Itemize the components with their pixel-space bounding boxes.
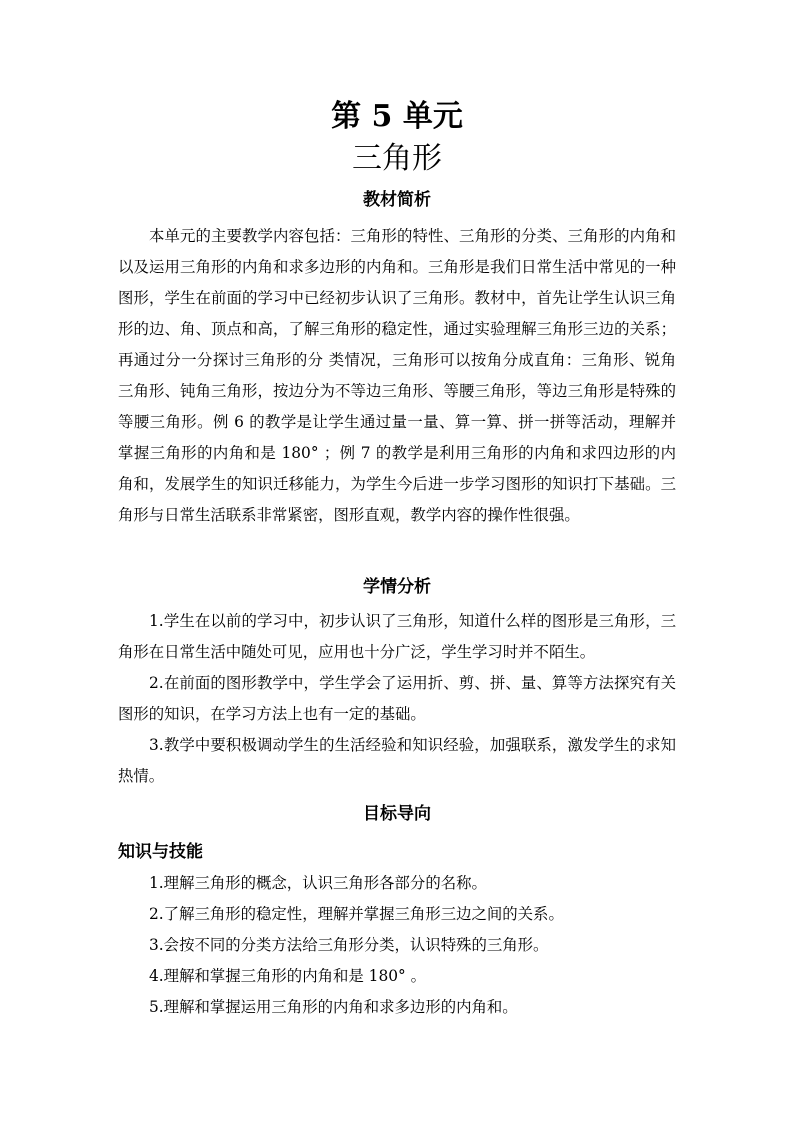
subsection-heading-knowledge-skills: 知识与技能 — [118, 842, 203, 862]
goal-item-1: 1.理解三角形的概念，认识三角形各部分的名称。 — [149, 874, 487, 892]
section-heading-textbook-analysis: 教材简析 — [363, 190, 431, 210]
student-analysis-item-2: 2.在前面的图形教学中，学生学会了运用折、剪、拼、量、算等方法探究有关图形的知识，在学习方法上也有一定的基础。 — [118, 674, 676, 723]
goal-item-4: 4.理解和掌握三角形的内角和是 180° 。 — [149, 967, 427, 985]
section-heading-student-analysis: 学情分析 — [363, 577, 431, 597]
goal-item-3: 3.会按不同的分类方法给三角形分类，认识特殊的三角形。 — [149, 936, 549, 954]
goal-item-2: 2.了解三角形的稳定性，理解并掌握三角形三边之间的关系。 — [149, 905, 564, 923]
section-heading-goals: 目标导向 — [363, 804, 431, 824]
unit-title: 第 5 单元 — [331, 99, 463, 134]
student-analysis-item-1: 1.学生在以前的学习中，初步认识了三角形，知道什么样的图形是三角形，三角形在日常生活中随处可见，应用也十分广泛，学生学习时并不陌生。 — [118, 612, 676, 661]
textbook-analysis-paragraph: 本单元的主要教学内容包括：三角形的特性、三角形的分类、三角形的内角和以及运用三角形的内角和求多边形的内角和。三角形是我们日常生活中常见的一种图形，学生在前面的学习中已经初步认识了三角形。教材中，首先让学生认识三角形的边、角、顶点和高，了解三角形的稳定性，通过实验理解三角形三边的关系；再通过分一分探讨三角形的分 类情况，三角形可以按角分成直角：三角形、锐角三角形、钝角三角形，按边分为不等边三角形、等腰三角形，等边三角形是特殊的等腰三角形。例 6 的教学是让学生通过量一量、算一算、拼一拼等活动，理解并掌握三角形的内角和是 180° ；例 7 的教学是利用三角形的内角和求四边形的内角和，发展学生的知识迁移能力，为学生今后进一步学习图形的知识打下基础。三角形与日常生活联系非常紧密，图形直观，教学内容的操作性很强。 — [118, 227, 676, 524]
unit-subtitle: 三角形 — [352, 141, 442, 176]
goal-item-5: 5.理解和掌握运用三角形的内角和求多边形的内角和。 — [149, 998, 518, 1016]
student-analysis-item-3: 3.教学中要积极调动学生的生活经验和知识经验，加强联系，激发学生的求知热情。 — [118, 736, 676, 785]
